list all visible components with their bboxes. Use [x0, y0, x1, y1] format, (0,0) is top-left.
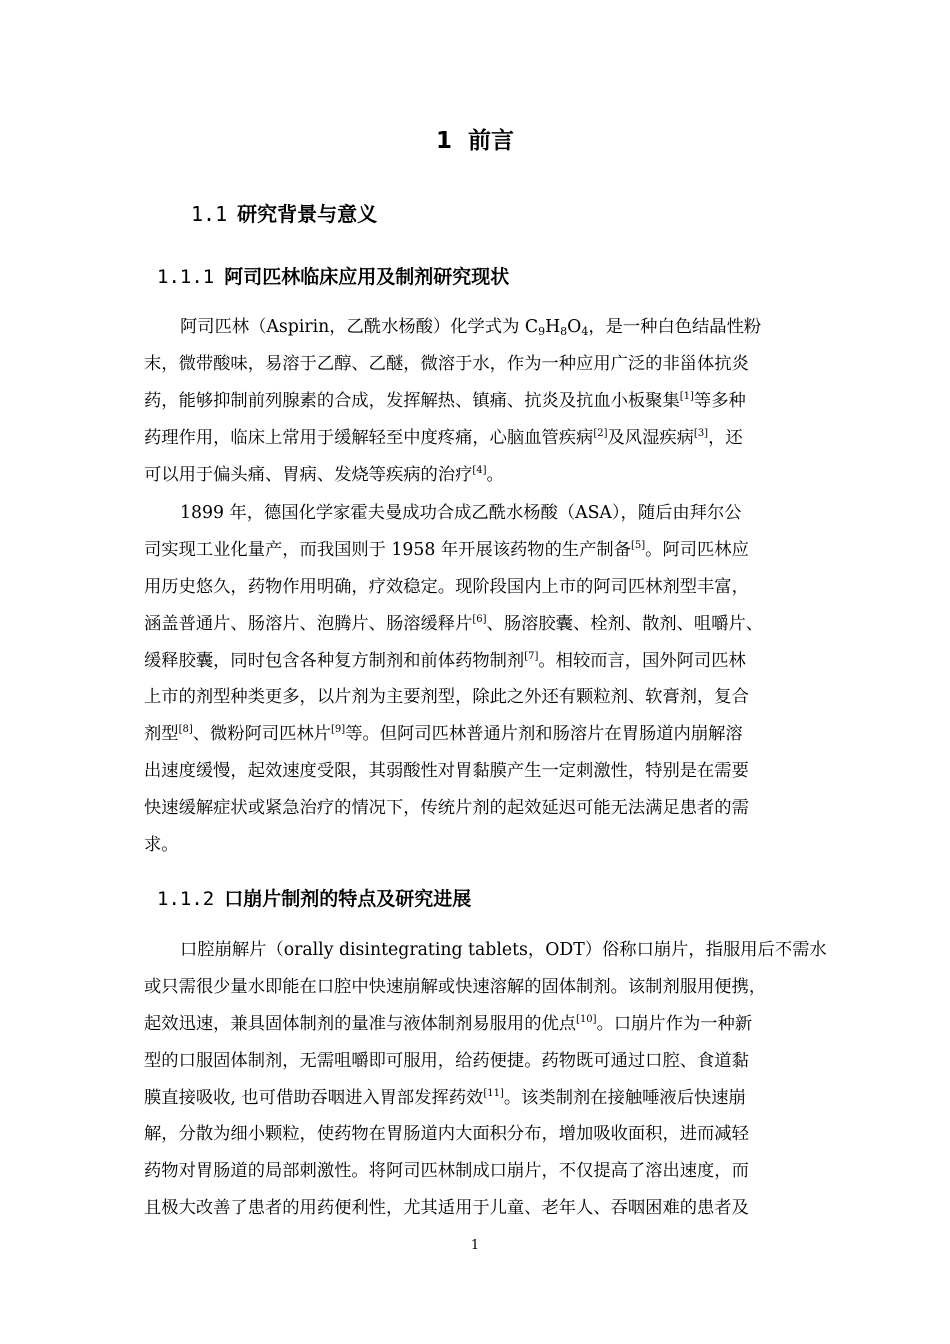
- text: 。该类制剂在接触唾液后快速崩: [503, 1087, 746, 1108]
- text: 涵盖普通片、肠溶片、泡腾片、肠溶缓释片: [144, 613, 473, 634]
- text-line: 上市的剂型种类更多，以片剂为主要剂型，除此之外还有颗粒剂、软膏剂，复合: [144, 687, 749, 708]
- text-line: 药物对胃肠道的局部刺激性。将阿司匹林制成口崩片，不仅提高了溶出速度，而: [144, 1161, 749, 1182]
- text: 。口崩片作为一种新: [596, 1013, 753, 1034]
- chapter-title: 前言: [468, 128, 514, 154]
- subsection-number: 1.1.2: [157, 888, 215, 910]
- text-line: [144, 1006, 806, 1043]
- text: 司实现工业化量产，而我国则于 1958 年开展该药物的生产制备: [144, 539, 631, 560]
- page-number: 1: [470, 1238, 480, 1253]
- text: 、肠溶胶囊、栓剂、散剂、咀嚼片、: [486, 613, 764, 634]
- text: 膜直接吸收, 也可借助吞咽进入胃部发挥药效: [144, 1087, 484, 1108]
- citation-ref[interactable]: [8]: [178, 724, 193, 736]
- text-line: 且极大改善了患者的用药便利性，尤其适用于儿童、老年人、吞咽困难的患者及: [144, 1198, 749, 1219]
- text: 等。但阿司匹林普通片剂和肠溶片在胃肠道内崩解溶: [345, 724, 743, 745]
- text-line: 末，微带酸味，易溶于乙醇、乙醚，微溶于水，作为一种应用广泛的非甾体抗炎: [144, 353, 749, 374]
- subscript: 9: [538, 325, 546, 338]
- text-line: [144, 1080, 806, 1117]
- text-line: [144, 532, 806, 569]
- citation-ref[interactable]: [5]: [631, 539, 646, 551]
- subscript: 4: [581, 325, 589, 338]
- text: 起效迅速，兼具固体制剂的量准与液体制剂易服用的优点: [144, 1013, 577, 1034]
- citation-ref[interactable]: [2]: [593, 427, 608, 439]
- text: 阿司匹林（Aspirin，乙酰水杨酸）化学式为 C: [180, 317, 539, 337]
- text-line: [144, 457, 806, 494]
- chapter-heading: [0, 124, 950, 158]
- text: ，是一种白色结晶性粉: [588, 317, 762, 337]
- paragraph-aspirin-history: [144, 495, 806, 864]
- text-line: [144, 716, 806, 753]
- citation-ref[interactable]: [3]: [693, 427, 709, 439]
- text-line: [144, 420, 806, 457]
- paragraph-aspirin-intro: [144, 309, 806, 493]
- text-line: 口腔崩解片（orally disintegrating tablets，ODT）俗称口崩片，指服用后不需水: [180, 940, 827, 960]
- text: 等多种: [693, 390, 746, 411]
- citation-ref[interactable]: [10]: [576, 1013, 597, 1025]
- text: 、微粉阿司匹林片: [192, 724, 332, 745]
- text-line: 求。: [144, 835, 179, 856]
- citation-ref[interactable]: [7]: [524, 650, 539, 662]
- subsection-number: 1.1.1: [157, 266, 215, 288]
- text-line: 解，分散为细小颗粒，使药物在胃肠道内大面积分布，增加吸收面积，进而减轻: [144, 1124, 749, 1145]
- citation-ref[interactable]: [4]: [472, 464, 487, 476]
- subsection-heading-2: [157, 884, 471, 914]
- text-line: [144, 309, 806, 346]
- text: 剂型: [144, 724, 179, 745]
- text: 。: [486, 464, 504, 485]
- text-line: [144, 643, 806, 680]
- text: 。相较而言，国外阿司匹林: [538, 650, 746, 671]
- text: H: [545, 317, 561, 337]
- text: 缓释胶囊，同时包含各种复方制剂和前体药物制剂: [144, 650, 525, 671]
- text: 。阿司匹林应: [645, 539, 749, 560]
- text-line: 或只需很少量水即能在口腔中快速崩解或快速溶解的固体制剂。该制剂服用便携，: [144, 976, 767, 997]
- text-line: 1899 年，德国化学家霍夫曼成功合成乙酰水杨酸（ASA），随后由拜尔公: [180, 503, 742, 523]
- text-line: [144, 383, 806, 420]
- text: 药理作用，临床上常用于缓解轻至中度疼痛，心脑血管疾病: [144, 427, 594, 448]
- subsection-title: 口崩片制剂的特点及研究进展: [224, 888, 472, 910]
- text: O: [567, 317, 582, 337]
- citation-ref[interactable]: [11]: [483, 1087, 504, 1099]
- text-line: 快速缓解症状或紧急治疗的情况下，传统片剂的起效延迟可能无法满足患者的需: [144, 798, 749, 819]
- text-line: 出速度缓慢，起效速度受限，其弱酸性对胃黏膜产生一定刺激性，特别是在需要: [144, 761, 749, 782]
- section-title: 研究背景与意义: [237, 202, 378, 226]
- chapter-number: 1: [435, 128, 452, 154]
- text-line: 型的口服固体制剂，无需咀嚼即可服用，给药便捷。药物既可通过口腔、食道黏: [144, 1050, 749, 1071]
- citation-ref[interactable]: [6]: [472, 613, 487, 625]
- text-line: [144, 606, 806, 643]
- text-line: 用历史悠久，药物作用明确，疗效稳定。现阶段国内上市的阿司匹林剂型丰富，: [144, 576, 749, 597]
- text: ，还: [708, 427, 743, 448]
- subsection-title: 阿司匹林临床应用及制剂研究现状: [224, 266, 510, 288]
- section-heading: [191, 198, 377, 230]
- paragraph-odt-intro: [144, 932, 827, 1227]
- text: 可以用于偏头痛、胃病、发烧等疾病的治疗: [144, 464, 473, 485]
- text: 及风湿疾病: [607, 427, 694, 448]
- text: 药，能够抑制前列腺素的合成，发挥解热、镇痛、抗炎及抗血小板聚集: [144, 390, 680, 411]
- citation-ref[interactable]: [1]: [679, 390, 694, 402]
- subsection-heading-1: [157, 262, 509, 292]
- citation-ref[interactable]: [9]: [331, 724, 346, 736]
- section-number: 1.1: [191, 202, 228, 226]
- subscript: 8: [560, 325, 568, 338]
